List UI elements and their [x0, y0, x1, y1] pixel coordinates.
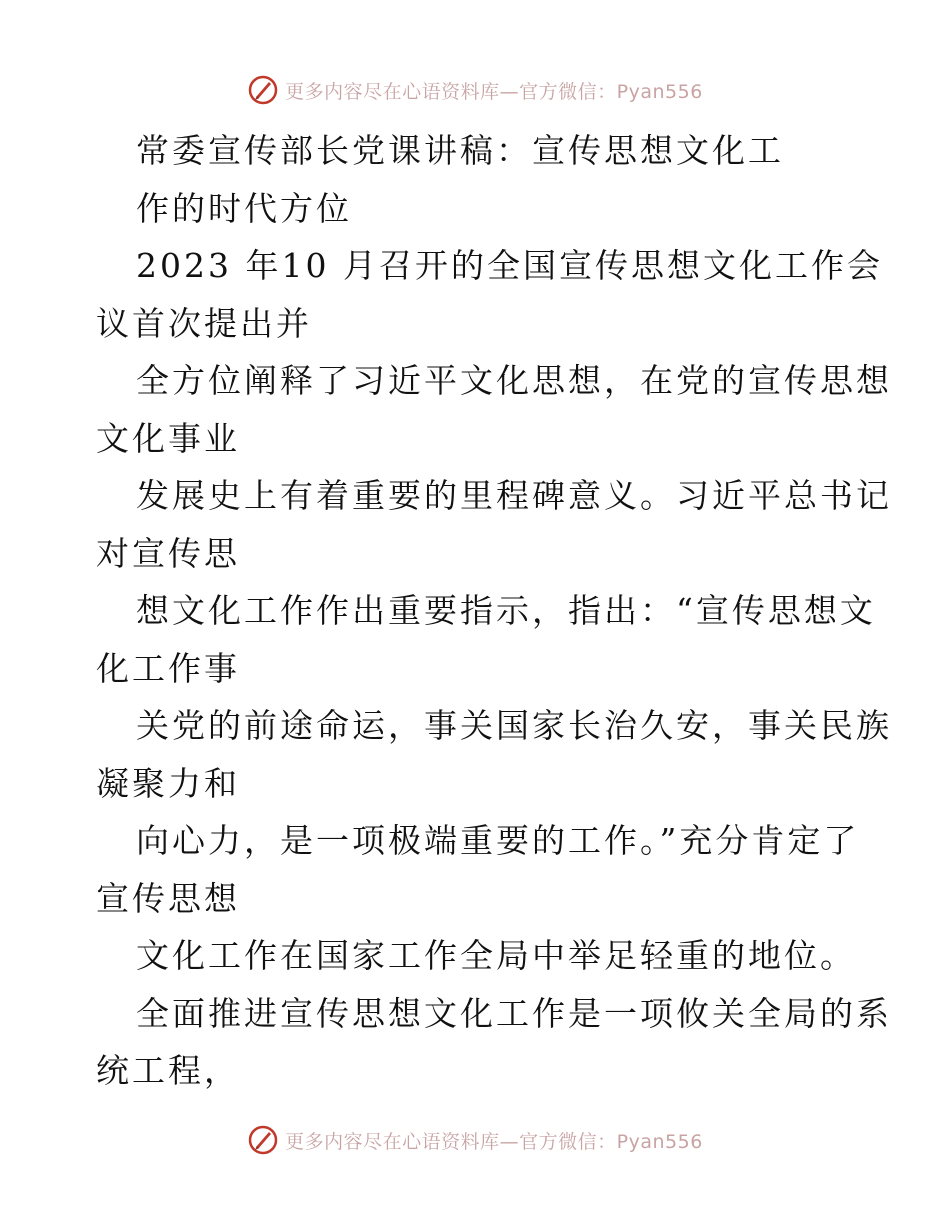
text-line: 议首次提出并 — [96, 303, 312, 343]
text-line: 宣传思想 — [96, 878, 240, 918]
text-line: 发展史上有着重要的里程碑意义。习近平总书记 — [136, 476, 892, 515]
text-line: 想文化工作作出重要指示，指出：“宣传思想文 — [136, 591, 876, 630]
header-watermark — [0, 70, 950, 110]
text-line: 化工作事 — [96, 648, 240, 688]
text-line: 全方位阐释了习近平文化思想，在党的宣传思想 — [136, 361, 892, 400]
text-line: 对宣传思 — [96, 533, 240, 573]
text-line: 向心力，是一项极端重要的工作。”充分肯定了 — [136, 821, 860, 860]
text-line: 文化工作在国家工作全局中举足轻重的地位。 — [136, 936, 856, 975]
text-line: 关党的前途命运，事关国家长治久安，事关民族 — [136, 706, 892, 745]
footer-watermark — [0, 1120, 950, 1160]
text-line: 常委宣传部长党课讲稿：宣传思想文化工 — [136, 131, 784, 170]
watermark-text: 更多内容尽在心语资料库—官方微信：Pyan556 — [285, 80, 703, 103]
text-line: 统工程， — [96, 1051, 240, 1090]
quill-pen-logo-icon — [247, 74, 279, 106]
text-line: 全面推进宣传思想文化工作是一项攸关全局的系 — [136, 993, 892, 1033]
quill-pen-logo-icon — [247, 1124, 279, 1156]
text-line: 凝聚力和 — [96, 763, 240, 803]
text-line: 2023 年10 月召开的全国宣传思想文化工作会 — [136, 246, 883, 285]
watermark-text: 更多内容尽在心语资料库—官方微信：Pyan556 — [285, 1130, 703, 1153]
text-line: 文化事业 — [96, 418, 240, 458]
text-line: 作的时代方位 — [136, 188, 352, 228]
document-body — [96, 122, 892, 1100]
